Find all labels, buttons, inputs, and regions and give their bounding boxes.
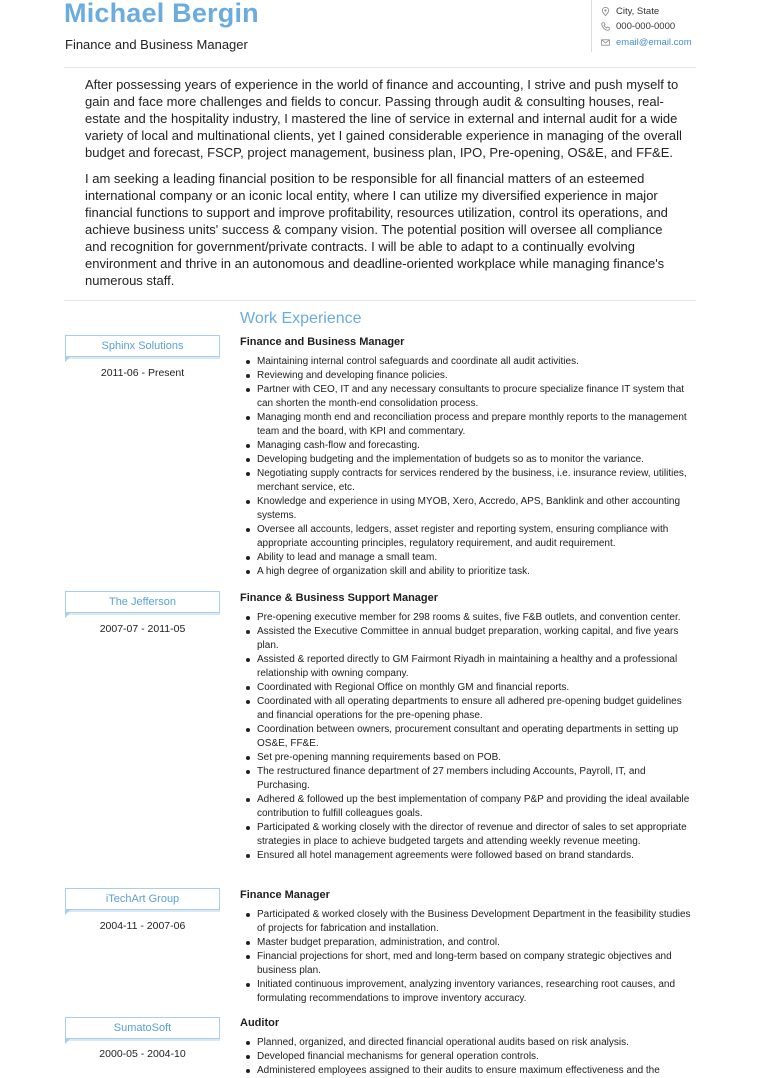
list-item: Financial projections for short, med and long-term based on company strategic objectives and business plan. — [257, 950, 700, 978]
job-entry — [240, 592, 700, 863]
list-item: Oversee all accounts, ledgers, asset register and reporting system, ensuring compliance with appropriate accounting principles, regulatory requirement, and audit requirement. — [257, 523, 700, 551]
list-item: Reviewing and developing finance policies. — [257, 369, 700, 383]
job-dates: 2011-06 - Present — [100, 367, 185, 379]
contact-email-row[interactable] — [601, 35, 692, 49]
phone-icon — [601, 22, 610, 31]
list-item: Partner with CEO, IT and any necessary consultants to procure specialize finance IT system that can shorten the month-end consolidation process. — [257, 383, 700, 411]
list-item: Knowledge and experience in using MYOB, Xero, Accredo, APS, Banklink and other accounting systems. — [257, 495, 700, 523]
contact-phone-row — [601, 19, 675, 33]
summary-paragraph: I am seeking a leading financial position to be responsible for all financial matters of an esteemed international company or an iconic local entity, where I can utilize my diversified experience in major financial functions to support and improve profitability, resources utilization, control its operations, and achieve business units' success & company vision. The potential position will oversee all compliance and recognition for government/private contracts. I will be able to adapt to a continually evolving environment and thrive in an autonomous and deadline-oriented workplace while managing finance's numerous staff. — [85, 171, 668, 288]
job-dates: 2007-07 - 2011-05 — [99, 623, 186, 635]
list-item: Administered employees assigned to their audits to ensure maximum effectiveness and the — [257, 1064, 700, 1078]
list-item: Adhered & followed up the best implementation of company P&P and providing the ideal available contribution to fulfill colleagues goals. — [257, 793, 700, 821]
job-bullets — [240, 908, 700, 1006]
job-entry — [240, 336, 700, 579]
list-item: Managing cash-flow and forecasting. — [257, 439, 700, 453]
job-role: Finance and Business Manager — [240, 336, 405, 348]
job-entry — [240, 1017, 700, 1078]
contact-divider — [591, 0, 592, 52]
resume-header — [0, 0, 760, 60]
company-label: Sphinx Solutions — [65, 335, 220, 357]
list-item: Negotiating supply contracts for services rendered by the business, i.e. insurance review, utilities, merchant service, etc. — [257, 467, 700, 495]
contact-location-row — [601, 4, 659, 18]
list-item: Maintaining internal control safeguards and coordinate all audit activities. — [257, 355, 700, 369]
contact-location: City, State — [616, 5, 660, 17]
job-dates: 2004-11 - 2007-06 — [99, 920, 186, 932]
company-label: The Jefferson — [65, 591, 220, 613]
job-entry — [240, 889, 700, 1006]
list-item: Assisted & reported directly to GM Fairmont Riyadh in maintaining a healthy and a professional relationship with owning company. — [257, 653, 700, 681]
location-pin-icon — [601, 7, 610, 16]
candidate-title: Finance and Business Manager — [65, 37, 248, 52]
list-item: A high degree of organization skill and ability to prioritize task. — [257, 565, 700, 579]
list-item: Developed financial mechanisms for general operation controls. — [257, 1050, 700, 1064]
professional-summary — [85, 76, 683, 298]
list-item: Ability to lead and manage a small team. — [257, 551, 700, 565]
header-divider — [64, 67, 696, 68]
list-item: Pre-opening executive member for 298 rooms & suites, five F&B outlets, and convention center. — [257, 611, 700, 625]
list-item: Master budget preparation, administration, and control. — [257, 936, 700, 950]
summary-paragraph: After possessing years of experience in the world of finance and accounting, I strive and push myself to gain and face more challenges and fields to concur. Passing through audit & consulting houses, real-estate and the hospitality industry, I mastered the line of service in external and internal audit for a wide variety of local and multinational clients, yet I gained considerable experience in managing of the overall budget and forecast, FSCP, project management, business plan, IPO, Pre-opening, OS&E, and FF&E. — [85, 77, 682, 160]
list-item: Coordinated with Regional Office on monthly GM and financial reports. — [257, 681, 700, 695]
job-dates: 2000-05 - 2004-10 — [99, 1048, 186, 1060]
list-item: Developing budgeting and the implementation of budgets so as to monitor the variance. — [257, 453, 700, 467]
job-bullets — [240, 611, 700, 863]
list-item: Assisted the Executive Committee in annual budget preparation, working capital, and five years plan. — [257, 625, 700, 653]
list-item: Planned, organized, and directed financial operational audits based on risk analysis. — [257, 1036, 700, 1050]
list-item: Ensured all hotel management agreements were followed based on brand standards. — [257, 849, 700, 863]
job-bullets — [240, 355, 700, 579]
job-role: Auditor — [240, 1017, 280, 1029]
summary-divider — [64, 300, 696, 301]
contact-email-link[interactable]: email@email.com — [616, 36, 692, 48]
list-item: Coordination between owners, procurement consultant and operating departments in setting up OS&E, FF&E. — [257, 723, 700, 751]
work-experience-heading: Work Experience — [240, 310, 362, 327]
job-role: Finance Manager — [240, 889, 330, 901]
company-label: iTechArt Group — [65, 888, 220, 910]
contact-phone: 000-000-0000 — [616, 20, 676, 32]
candidate-name: Michael Bergin — [64, 0, 259, 28]
list-item: Participated & worked closely with the Business Development Department in the feasibility studies of projects for fabrication and installation. — [257, 908, 700, 936]
list-item: Initiated continuous improvement, analyzing inventory variances, researching root causes, and formulating recommendations to improve inventory accuracy. — [257, 978, 700, 1006]
list-item: The restructured finance department of 27 members including Accounts, Payroll, IT, and Purchasing. — [257, 765, 700, 793]
list-item: Set pre-opening manning requirements based on POB. — [257, 751, 700, 765]
job-role: Finance & Business Support Manager — [240, 592, 439, 604]
envelope-icon — [601, 38, 610, 47]
list-item: Participated & working closely with the director of revenue and director of sales to set appropriate strategies in place to achieve budgeted targets and attending weekly revenue meeting. — [257, 821, 700, 849]
list-item: Managing month end and reconciliation process and prepare monthly reports to the management team and the board, with KPI and commentary. — [257, 411, 700, 439]
company-label: SumatoSoft — [65, 1017, 220, 1039]
list-item: Coordinated with all operating departments to ensure all adhered pre-opening budget guidelines and financial operations for the pre-opening phase. — [257, 695, 700, 723]
